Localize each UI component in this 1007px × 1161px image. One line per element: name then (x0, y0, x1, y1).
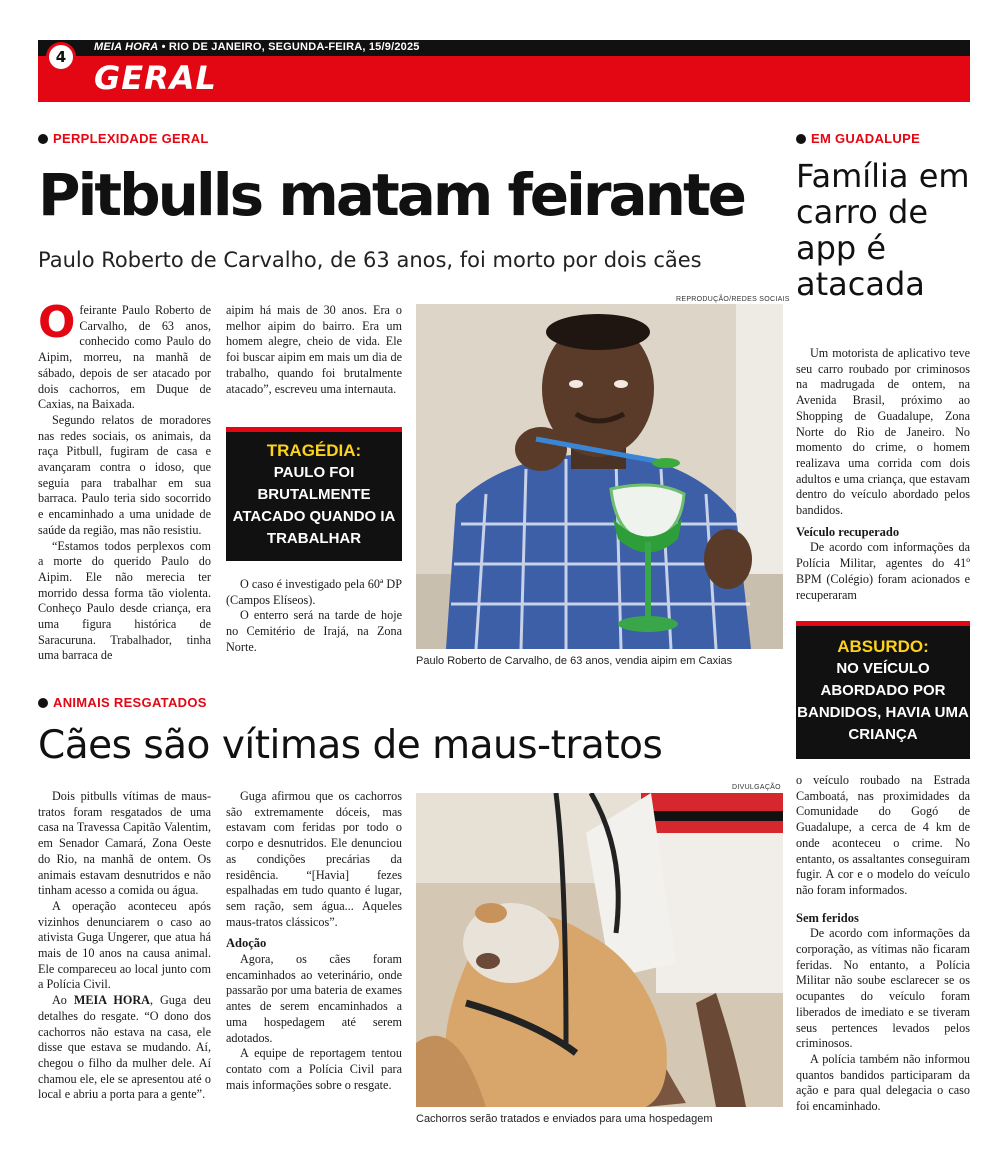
article1-paragraph: “Estamos todos perplexos com a morte do querido Paulo do Aipim. Ele não merecia ter morrido dessa forma tão violenta. Conheço Paulo desde criança, era uma figura histórica de Saracuruna. Trabalhador, tinha uma barraca de (38, 538, 211, 663)
article1-paragraph: Segundo relatos de moradores nas redes sociais, os animais, da raça Pitbull, fugiram de casa e avançaram contra o idoso, que seguia para trabalhar em sua barraca. Paulo teria sido socorrido e encaminhado a uma unidade de saúde da região, mas não resistiu. (38, 412, 211, 537)
article1-subheadline: Paulo Roberto de Carvalho, de 63 anos, foi morto por dois cães (38, 248, 702, 272)
bullet-dot-icon (796, 134, 806, 144)
sidebar-paragraph: o veículo roubado na Estrada Camboatá, nas proximidades da Comunidade do Gogó de Guadalupe, a cerca de 4 km de onde aconteceu o crime. No entanto, os assaltantes conseguiram fugir. A cor e o modelo do veículo não foram informados. (796, 773, 970, 897)
dateline-separator: • (161, 41, 169, 53)
article2-paragraph: Guga afirmou que os cachorros são extremamente dóceis, mas estavam com feridas por todo o corpo e desnutridos. Ele denunciou as condições precárias da residência. “[Havia] fezes espalhadas em tudo quanto é lugar, sem ração, sem água... Aqueles maus-tratos clássicos”. (226, 789, 402, 929)
article2-paragraph: Dois pitbulls vítimas de maus-tratos foram resgatados de uma casa na Travessa Capitão Valentim, em Senador Camará, Zona Oeste do Rio, na manhã de ontem. Os animais estavam desnutridos e não tinham acesso a comida ou água. (38, 789, 211, 898)
sidebar-column-top (796, 346, 970, 603)
article2-column-1 (38, 789, 211, 1103)
bullet-dot-icon (38, 134, 48, 144)
article1-paragraph: aipim há mais de 30 anos. Era o melhor aipim do bairro. Era um homem alegre, cheio de vida. Ele foi buscar aipim em mais um dia de trabalho, quando foi brutalmente atacado”, escreveu uma internauta. (226, 303, 402, 396)
sidebar-subhead: Sem feridos (796, 910, 859, 925)
article2-headline: Cães são vítimas de maus-tratos (38, 723, 663, 768)
sidebar-column-bottom (796, 773, 970, 1115)
photo-credit: DIVULGAÇÃO (732, 784, 781, 791)
article2-kicker: ANIMAIS RESGATADOS (38, 695, 207, 710)
sidebar-paragraph: De acordo com informações da corporação, as vítimas não ficaram feridas. No entanto, a Polícia Militar não soube esclarecer se os ocupantes do veículo foram liberados de imediato e se tiveram seus pertences levados pelos criminosos. (796, 926, 970, 1051)
photo-illustration (416, 304, 783, 649)
article1-headline: Pitbulls matam feirante (38, 161, 745, 229)
article2-photo-rescued-dogs (416, 793, 783, 1107)
tragedia-highlight-box (226, 427, 402, 561)
article2-paragraph: Ao MEIA HORA, Guga deu detalhes do resgate. “O dono dos cachorros não estava na casa, ele disse que estava se mudando. Aí, chegou o filho da mulher dele. Aí chamou ele, ele se apresentou até o local e abriu a porta para a gente”. (38, 993, 211, 1102)
sidebar-paragraph: De acordo com informações da Polícia Militar, agentes do 41º BPM (Colégio) foram acionados e recuperaram (796, 540, 970, 602)
dateline-text: RIO DE JANEIRO, SEGUNDA-FEIRA, 15/9/2025 (168, 41, 420, 53)
drop-cap: O (38, 297, 76, 348)
section-header (38, 40, 970, 102)
article1-column-2-bottom (226, 577, 402, 656)
article2-column-2 (226, 789, 402, 1093)
sidebar-kicker: EM GUADALUPE (796, 131, 920, 146)
sidebar-paragraph: Um motorista de aplicativo teve seu carro roubado por criminosos na madrugada de ontem, na Avenida Brasil, próximo ao Shopping de Guadalupe, Zona Norte do Rio de Janeiro. No momento do crime, o homem realizava uma corrida com dois adultos e uma criança, que estavam dentro do veículo abordado pelos bandidos. (796, 346, 970, 518)
section-title: GERAL (94, 59, 217, 97)
article1-paragraph: Ofeirante Paulo Roberto de Carvalho, de 63 anos, conhecido como Paulo do Aipim, morreu, na manhã de sábado, depois de ser atacado por dois cachorros, em Duque de Caxias, na Baixada. (38, 297, 211, 412)
article1-paragraph: O caso é investigado pela 60ª DP (Campos Elíseos). (226, 577, 402, 607)
highlight-label: TRAGÉDIA: (266, 441, 362, 460)
sidebar-headline: Família em carro de app é atacada (796, 157, 970, 303)
article2-paragraph: A equipe de reportagem tentou contato com a Polícia Civil para mais informações sobre o resgate. (226, 1046, 402, 1092)
paper-name: MEIA HORA (94, 41, 159, 53)
article2-paragraph: Agora, os cães foram encaminhados ao veterinário, onde passarão por uma bateria de exames antes de serem encaminhados a uma hospedagem até serem adotados. (226, 952, 402, 1045)
highlight-text: NO VEÍCULO ABORDADO POR BANDIDOS, HAVIA UMA CRIANÇA (797, 660, 969, 743)
article2-subhead: Adoção (226, 936, 267, 951)
article1-column-1 (38, 297, 211, 664)
sidebar-paragraph: A polícia também não informou quantos bandidos participaram da ação e para qual delegacia o caso foi encaminhado. (796, 1051, 970, 1114)
page-number: 4 (46, 42, 76, 72)
absurdo-highlight-box (796, 621, 970, 759)
article1-kicker: PERPLEXIDADE GERAL (38, 131, 209, 146)
article2-photo-caption: Cachorros serão tratados e enviados para uma hospedagem (416, 1113, 713, 1125)
sidebar-subhead: Veículo recuperado (796, 524, 900, 539)
photo-credit: REPRODUÇÃO/REDES SOCIAIS (676, 296, 790, 303)
dateline (94, 41, 420, 53)
article1-photo-caption: Paulo Roberto de Carvalho, de 63 anos, vendia aipim em Caxias (416, 655, 733, 667)
article1-photo-man-eating (416, 304, 783, 649)
article1-column-2-top (226, 303, 402, 397)
article2-paragraph: A operação aconteceu após vizinhos denunciarem o caso ao ativista Guga Ungerer, que atua há mais de 10 anos na causa animal. Ele compareceu ao local junto com a Polícia Civil. (38, 898, 211, 992)
bullet-dot-icon (38, 698, 48, 708)
highlight-label: ABSURDO: (837, 637, 929, 656)
header-top-strip (38, 40, 970, 56)
paper-name-mention: MEIA HORA (73, 993, 150, 1008)
highlight-text: PAULO FOI BRUTALMENTE ATACADO QUANDO IA TRABALHAR (232, 464, 396, 547)
photo-illustration (416, 793, 783, 1107)
article1-paragraph: O enterro será na tarde de hoje no Cemitério de Irajá, na Zona Norte. (226, 608, 402, 654)
